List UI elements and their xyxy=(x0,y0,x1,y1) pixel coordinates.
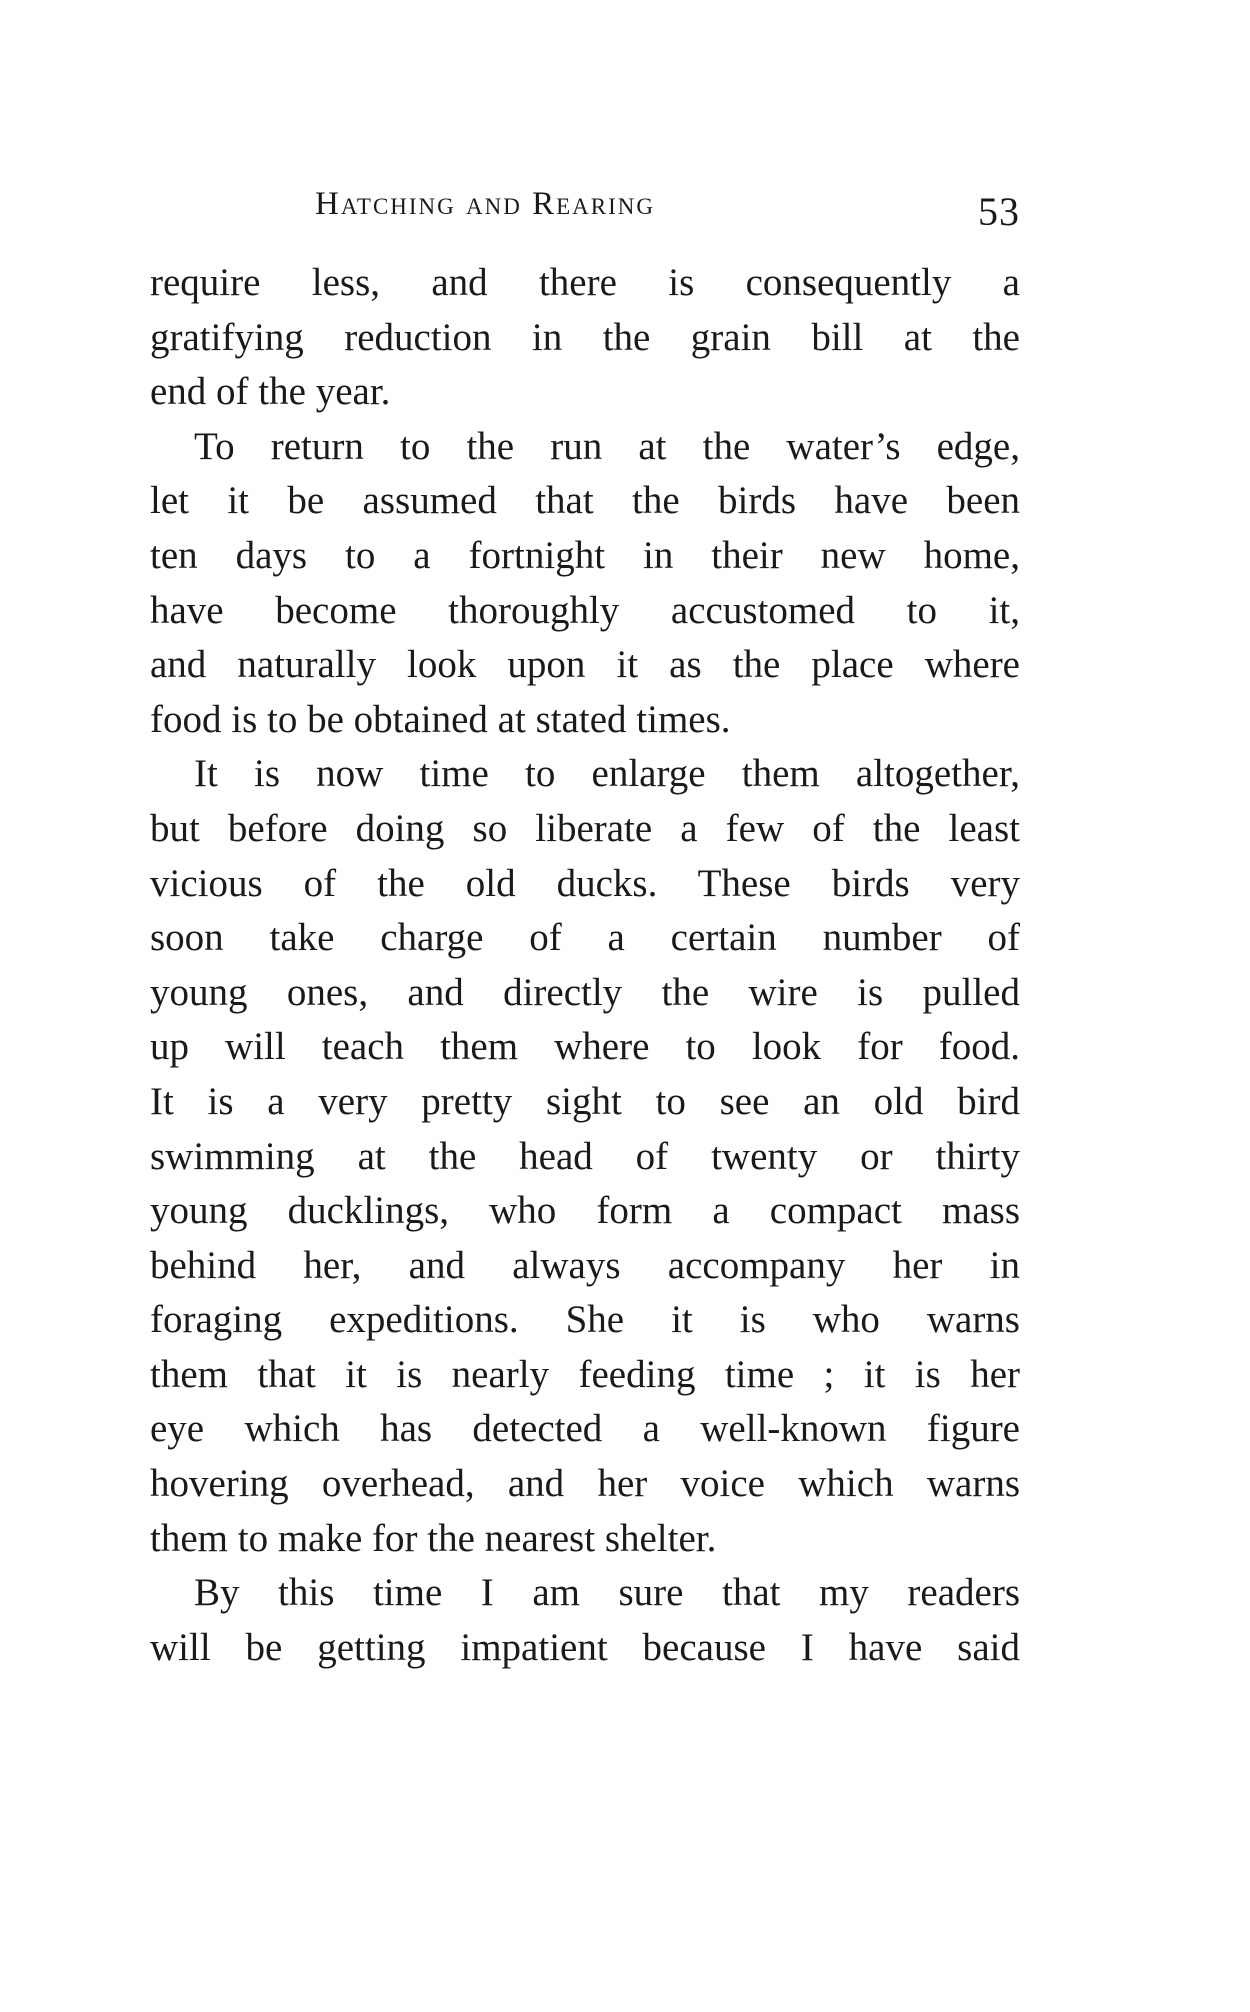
text-line: but before doing so liberate a few of the least xyxy=(150,806,1020,850)
text-line: them to make for the nearest shelter. xyxy=(150,1516,717,1560)
running-head xyxy=(150,178,1020,238)
text-line: end of the year. xyxy=(150,370,391,414)
text-line: foraging expeditions. She it is who warns xyxy=(150,1298,1020,1342)
text-line: them that it is nearly feeding time ; it is her xyxy=(150,1352,1020,1396)
text-line: hovering overhead, and her voice which warns xyxy=(150,1462,1020,1506)
text-line: let it be assumed that the birds have been xyxy=(150,479,1020,523)
text-line: young ones, and directly the wire is pulled xyxy=(150,970,1020,1014)
text-line: require less, and there is consequently a xyxy=(150,261,1020,304)
page-number: 53 xyxy=(978,189,1020,234)
running-title: Hatching and Rearing xyxy=(315,186,655,222)
text-line: food is to be obtained at stated times. xyxy=(150,697,731,741)
text-line: gratifying reduction in the grain bill at the xyxy=(150,315,1020,359)
text-line: eye which has detected a well-known figure xyxy=(150,1407,1020,1451)
text-line: It is now time to enlarge them altogether, xyxy=(194,752,1020,796)
text-line: and naturally look upon it as the place where xyxy=(150,643,1020,687)
text-line: up will teach them where to look for food. xyxy=(150,1025,1020,1069)
text-line: To return to the run at the water’s edge, xyxy=(194,424,1020,468)
text-line: soon take charge of a certain number of xyxy=(150,916,1020,960)
text-line: By this time I am sure that my readers xyxy=(194,1571,1020,1615)
text-line: vicious of the old ducks. These birds very xyxy=(150,861,1020,905)
text-line: It is a very pretty sight to see an old bird xyxy=(150,1079,1020,1123)
text-line: have become thoroughly accustomed to it, xyxy=(150,588,1020,632)
text-line: swimming at the head of twenty or thirty xyxy=(150,1134,1020,1178)
text-line: will be getting impatient because I have said xyxy=(150,1625,1020,1669)
body-text xyxy=(150,256,1020,1675)
text-line: ten days to a fortnight in their new home, xyxy=(150,533,1020,577)
text-line: young ducklings, who form a compact mass xyxy=(150,1189,1020,1233)
text-line: behind her, and always accompany her in xyxy=(150,1243,1020,1287)
